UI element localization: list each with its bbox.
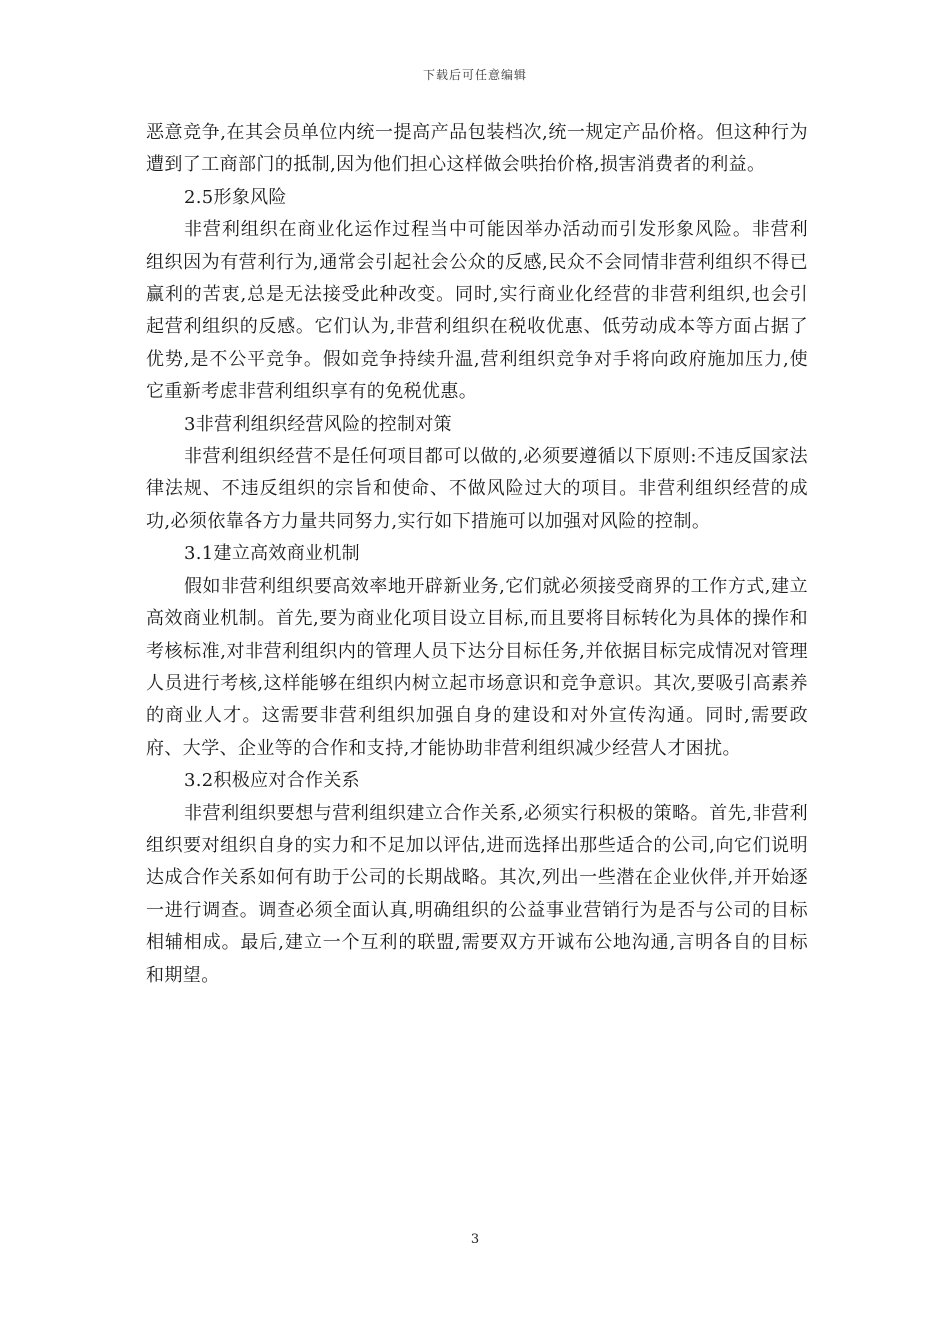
section-heading-3-1: 3.1建立高效商业机制 <box>184 543 360 565</box>
paragraph-cooperation: 非营利组织要想与营利组织建立合作关系,必须实行积极的策略。首先,非营利组织要对组织自身的实力和不足加以评估,进而选择出那些适合的公司,向它们说明达成合作关系如何有助于公司的长期战略。其次,列出一些潜在企业伙伴,并开始逐一进行调查。调查必须全面认真,明确组织的公益事业营销行为是否与公司的目标相辅相成。最后,建立一个互利的联盟,需要双方开诚布公地沟通,言明各自的目标和期望。 <box>146 802 808 986</box>
section-heading-3-2: 3.2积极应对合作关系 <box>184 770 360 792</box>
paragraph-continuation: 恶意竞争,在其会员单位内统一提高产品包装档次,统一规定产品价格。但这种行为遭到了工商部门的抵制,因为他们担心这样做会哄抬价格,损害消费者的利益。 <box>146 122 808 176</box>
section-heading-2-5: 2.5形象风险 <box>184 186 287 208</box>
paragraph-image-risk: 非营利组织在商业化运作过程当中可能因举办活动而引发形象风险。非营利组织因为有营利行为,通常会引起社会公众的反感,民众不会同情非营利组织不得已赢利的苦衷,总是无法接受此种改变。同时,实行商业化经营的非营利组织,也会引起营利组织的反感。它们认为,非营利组织在税收优惠、低劳动成本等方面占据了优势,是不公平竞争。假如竞争持续升温,营利组织竞争对手将向政府施加压力,使它重新考虑非营利组织享有的免税优惠。 <box>146 219 808 403</box>
section-heading-3: 3非营利组织经营风险的控制对策 <box>184 413 452 435</box>
page-number: 3 <box>470 1232 480 1247</box>
paragraph-business-mechanism: 假如非营利组织要高效率地开辟新业务,它们就必须接受商界的工作方式,建立高效商业机制。首先,要为商业化项目设立目标,而且要将目标转化为具体的操作和考核标准,对非营利组织内的管理人员下达分目标任务,并依据目标完成情况对管理人员进行考核,这样能够在组织内树立起市场意识和竞争意识。其次,要吸引高素养的商业人才。这需要非营利组织加强自身的建设和对外宣传沟通。同时,需要政府、大学、企业等的合作和支持,才能协助非营利组织减少经营人才困扰。 <box>146 575 808 759</box>
page-header: 下载后可任意编辑 <box>422 68 527 82</box>
document-body <box>146 117 808 992</box>
paragraph-control-principles: 非营利组织经营不是任何项目都可以做的,必须要遵循以下原则:不违反国家法律法规、不违反组织的宗旨和使命、不做风险过大的项目。非营利组织经营的成功,必须依靠各方力量共同努力,实行如下措施可以加强对风险的控制。 <box>146 446 808 532</box>
